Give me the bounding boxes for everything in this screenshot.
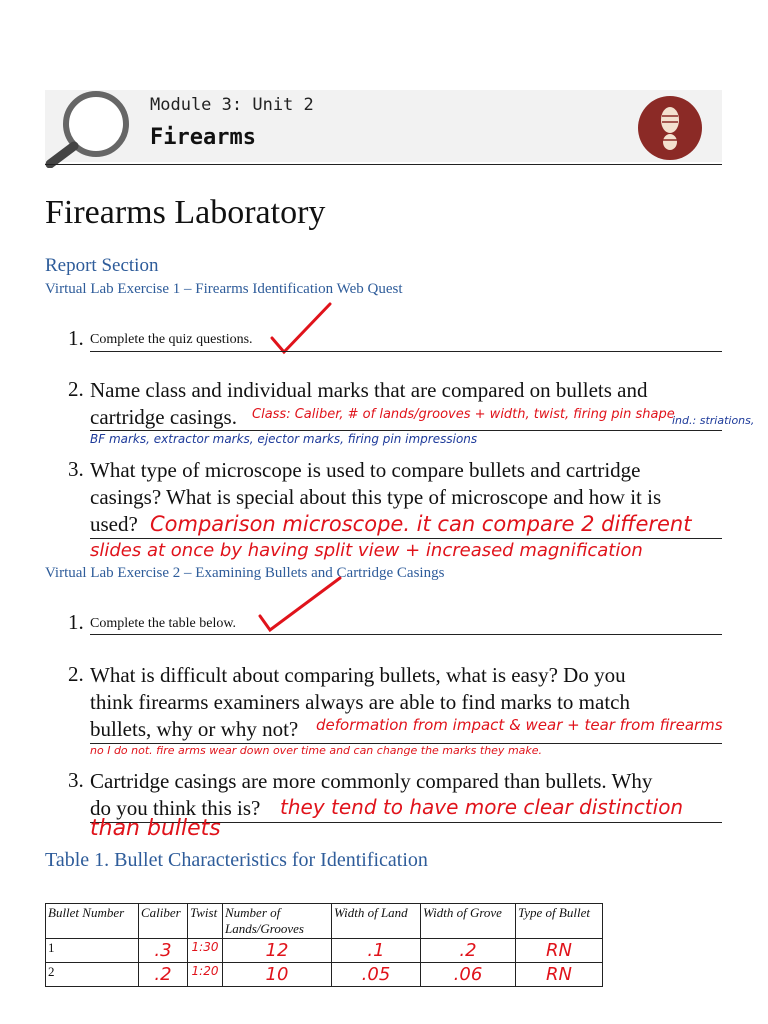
table-cell: .2 <box>421 939 516 963</box>
ex1-q2-answer-ind: ind.: striations, <box>672 414 755 427</box>
ex2-q2-text-line3: bullets, why or why not? <box>90 717 299 741</box>
table-header-cell: Twist <box>188 904 223 939</box>
ex1-q3-text-line3: used? <box>90 512 138 536</box>
ex2-q3-text-line1: Cartridge casings are more commonly compared than bullets. Why <box>90 769 653 793</box>
ex2-q3-number: 3. <box>68 768 84 792</box>
ex1-q2-number: 2. <box>68 377 84 401</box>
table-cell: .3 <box>139 939 188 963</box>
ex2-q2-answer1: deformation from impact & wear + tear from firearms <box>316 716 723 734</box>
table-header-cell: Bullet Number <box>46 904 139 939</box>
ex2-q2-text-line1: What is difficult about comparing bullets, what is easy? Do you <box>90 663 626 687</box>
table-row <box>46 963 603 987</box>
ex1-q1-text: Complete the quiz questions. <box>90 332 253 347</box>
table-header-cell: Width of Grove <box>421 904 516 939</box>
ex2-q2-text-line2: think firearms examiners always are able to find marks to match <box>90 690 630 714</box>
ex1-q3-number: 3. <box>68 457 84 481</box>
module-label: Module 3: Unit 2 <box>150 95 314 115</box>
table-header-cell: Type of Bullet <box>516 904 603 939</box>
table-header-row <box>46 904 603 939</box>
ex1-q2-answer-class: Class: Caliber, # of lands/grooves + width, twist, firing pin shape <box>252 407 675 422</box>
ex1-q2-text-line2: cartridge casings. <box>90 405 237 429</box>
ex2-q1-number: 1. <box>68 610 84 634</box>
table-cell: RN <box>516 939 603 963</box>
ex1-q2-text-line1: Name class and individual marks that are compared on bullets and <box>90 378 648 402</box>
table-cell: 1:30 <box>188 939 223 963</box>
table-cell: 1 <box>46 939 139 963</box>
exercise2-title: Virtual Lab Exercise 2 – Examining Bullets and Cartridge Casings <box>45 565 445 581</box>
ex2-q3-text-line2: do you think this is? <box>90 796 261 820</box>
ex1-q3-answer2: slides at once by having split view + increased magnification <box>90 540 643 561</box>
checkmark-icon <box>256 572 344 636</box>
table-cell: 2 <box>46 963 139 987</box>
ex1-q2-answer-blue: BF marks, extractor marks, ejector marks, firing pin impressions <box>90 432 478 446</box>
header-band <box>45 90 722 162</box>
table-cell: 1:20 <box>188 963 223 987</box>
ex1-q3-answer1: Comparison microscope. it can compare 2 different <box>150 512 692 536</box>
table-header-cell: Caliber <box>139 904 188 939</box>
magnifying-glass-icon <box>44 88 134 168</box>
bullet-characteristics-table <box>45 903 603 987</box>
table-cell: 10 <box>223 963 332 987</box>
table-cell: .06 <box>421 963 516 987</box>
ex2-q1-answer-line <box>90 634 722 635</box>
module-title: Firearms <box>150 125 256 150</box>
page-title: Firearms Laboratory <box>45 194 326 231</box>
report-section-heading: Report Section <box>45 255 159 276</box>
ex1-q1-number: 1. <box>68 326 84 350</box>
table-cell: RN <box>516 963 603 987</box>
ex1-q3-text-line2: casings? What is special about this type of microscope and how it is <box>90 485 662 509</box>
ex1-q1-answer-line <box>90 351 722 352</box>
ex2-q2-number: 2. <box>68 662 84 686</box>
header-rule <box>45 164 722 165</box>
table-cell: .1 <box>332 939 421 963</box>
table-header-cell: Number of Lands/Grooves <box>223 904 332 939</box>
ex2-q1-text: Complete the table below. <box>90 616 237 631</box>
table-cell: 12 <box>223 939 332 963</box>
table-cell: .05 <box>332 963 421 987</box>
checkmark-icon <box>268 300 334 356</box>
ex1-q3-text-line1: What type of microscope is used to compare bullets and cartridge <box>90 458 641 482</box>
table-header-cell: Width of Land <box>332 904 421 939</box>
table-cell: .2 <box>139 963 188 987</box>
ex2-q3-answer1: they tend to have more clear distinction <box>280 795 684 819</box>
exercise1-title: Virtual Lab Exercise 1 – Firearms Identification Web Quest <box>45 281 403 297</box>
footprint-logo-icon <box>638 96 702 160</box>
ex1-q3-answer-line <box>90 538 722 539</box>
ex1-q2-answer-line <box>90 430 722 431</box>
ex2-q3-answer2: than bullets <box>90 816 221 841</box>
ex2-q2-answer2: no I do not. fire arms wear down over time and can change the marks they make. <box>90 744 543 757</box>
table-row <box>46 939 603 963</box>
table-title: Table 1. Bullet Characteristics for Identification <box>45 849 428 871</box>
